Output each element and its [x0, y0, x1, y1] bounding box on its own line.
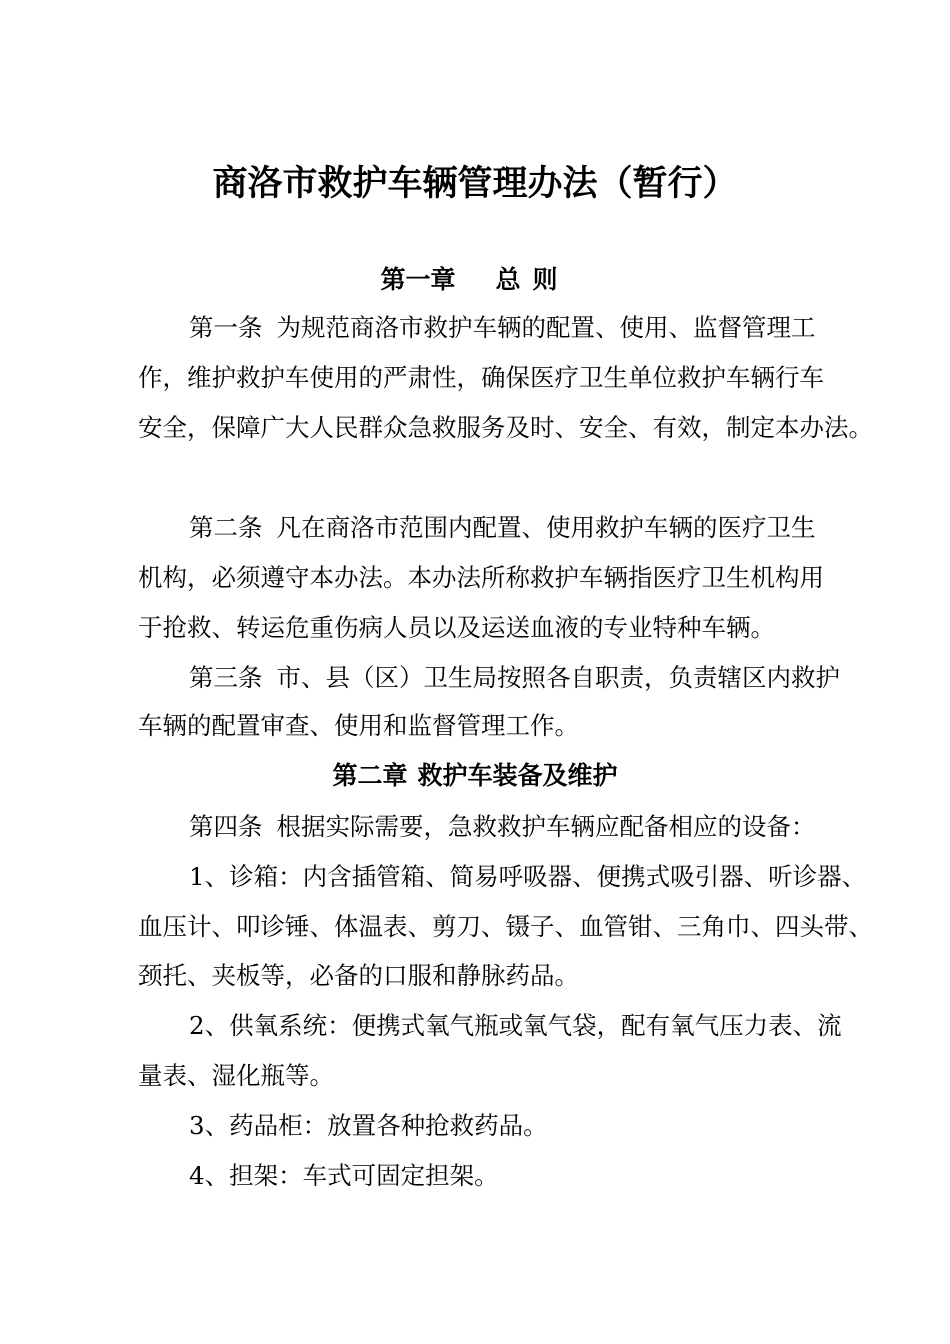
article-1-line-1: [189, 310, 859, 346]
article-1-text-1: 为规范商洛市救护车辆的配置、使用、监督管理工: [276, 313, 816, 342]
article-3-line-2: 车辆的配置审查、使用和监督管理工作。: [138, 711, 579, 740]
chapter-1-number: 第一章: [380, 265, 456, 294]
item-4-line-1: 4、担架：车式可固定担架。: [189, 1161, 499, 1190]
article-4-text: 根据实际需要，急救救护车辆应配备相应的设备：: [276, 812, 816, 841]
article-3-label: 第三条: [189, 663, 263, 692]
article-4-label: 第四条: [189, 812, 263, 841]
chapter-2-heading: [0, 758, 950, 794]
article-1-line-2: 作，维护救护车使用的严肃性，确保医疗卫生单位救护车辆行车: [138, 363, 824, 392]
chapter-1-name: 总则: [495, 265, 570, 294]
item-3-line-1: 3、药品柜：放置各种抢救药品。: [189, 1111, 548, 1140]
article-3-line-1: [189, 660, 859, 696]
article-2-line-2: 机构，必须遵守本办法。本办法所称救护车辆指医疗卫生机构用: [138, 563, 824, 592]
document-title: 商洛市救护车辆管理办法（暂行）: [212, 163, 738, 204]
item-2-line-2: 量表、湿化瓶等。: [138, 1061, 334, 1090]
article-1-line-3: 安全，保障广大人民群众急救服务及时、安全、有效，制定本办法。: [138, 413, 873, 442]
article-2-label: 第二条: [189, 513, 263, 542]
article-2-line-3: 于抢救、转运危重伤病人员以及运送血液的专业特种车辆。: [138, 613, 775, 642]
chapter-2-number: 第二章: [332, 761, 408, 790]
item-1-line-3: 颈托、夹板等，必备的口服和静脉药品。: [138, 961, 579, 990]
item-2-line-1: 2、供氧系统：便携式氧气瓶或氧气袋，配有氧气压力表、流: [189, 1011, 842, 1040]
item-1-line-2: 血压计、叩诊锤、体温表、剪刀、镊子、血管钳、三角巾、四头带、: [138, 912, 873, 941]
chapter-1-heading: [0, 262, 950, 298]
article-2-line-1: [189, 510, 859, 546]
article-3-text-1: 市、县（区）卫生局按照各自职责，负责辖区内救护: [276, 663, 840, 692]
item-1-line-1: 1、诊箱：内含插管箱、简易呼吸器、便携式吸引器、听诊器、: [189, 862, 867, 891]
article-4-line-1: [189, 809, 859, 845]
article-2-text-1: 凡在商洛市范围内配置、使用救护车辆的医疗卫生: [276, 513, 816, 542]
chapter-2-name: 救护车装备及维护: [417, 761, 618, 790]
article-1-label: 第一条: [189, 313, 263, 342]
